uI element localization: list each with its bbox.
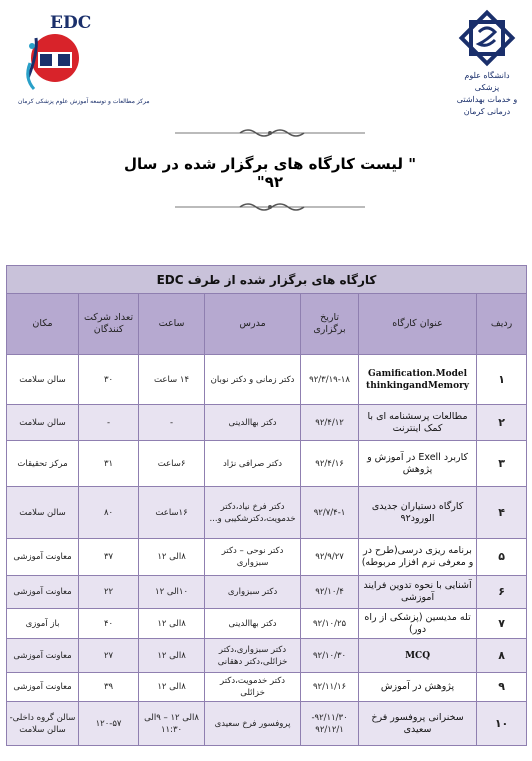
header-place: مکان <box>7 294 79 355</box>
workshop-participants: ۴۰ <box>79 609 139 639</box>
workshop-hours: ۱۰الی ۱۲ <box>139 576 205 609</box>
workshop-teacher: دکتر سبزواری <box>205 576 301 609</box>
table-row <box>7 609 527 639</box>
workshop-teacher: دکتر خدمویت،دکتر خزائلی <box>205 673 301 702</box>
header-hours: ساعت <box>139 294 205 355</box>
workshop-title: مطالعات پرسشنامه ای با کمک اینترنت <box>359 405 477 441</box>
workshop-hours: ۸الی ۱۲ <box>139 639 205 673</box>
workshop-title: برنامه ریزی درسی(طرح در و معرفی نرم افزار مربوطه) <box>359 539 477 576</box>
table-row <box>7 355 527 405</box>
university-name-line2: و خدمات بهداشتی درمانی کرمان <box>456 95 518 116</box>
row-number: ۶ <box>477 576 527 609</box>
university-logo <box>452 6 522 146</box>
workshop-participants: - <box>79 405 139 441</box>
workshop-hours: ۱۶ساعت <box>139 487 205 539</box>
row-number: ۷ <box>477 609 527 639</box>
workshop-participants: ۱۲۰-۵۷ <box>79 702 139 746</box>
header-date: تاریخ برگزاری <box>301 294 359 355</box>
row-number: ۱۰ <box>477 702 527 746</box>
workshop-date: ۹۲/۴/۱۲ <box>301 405 359 441</box>
workshop-hours: ۸الی ۱۲ <box>139 609 205 639</box>
header-participants: تعداد شرکت کنندگان <box>79 294 139 355</box>
header-row-number: ردیف <box>477 294 527 355</box>
workshop-title: آشنایی با نحوه تدوین فرایند آموزشی <box>359 576 477 609</box>
workshop-date: ۹۲/۴/۱۶ <box>301 441 359 487</box>
row-number: ۴ <box>477 487 527 539</box>
workshop-participants: ۲۲ <box>79 576 139 609</box>
row-number: ۳ <box>477 441 527 487</box>
workshop-hours: ۶ساعت <box>139 441 205 487</box>
workshop-place: معاونت آموزشی <box>7 639 79 673</box>
workshop-title: پژوهش در آموزش <box>359 673 477 702</box>
workshop-date: ۹۲/۱۰/۴ <box>301 576 359 609</box>
header-teacher: مدرس <box>205 294 301 355</box>
workshop-place: معاونت آموزشی <box>7 539 79 576</box>
workshop-teacher: دکتر بهاالدینی <box>205 609 301 639</box>
workshops-table <box>6 265 526 746</box>
knot-emblem-icon <box>455 6 519 70</box>
ornament-divider-bottom <box>170 200 370 214</box>
workshop-place: سالن گروه داخلی-سالن سلامت <box>7 702 79 746</box>
workshop-teacher: دکتر نوحی – دکتر سبزواری <box>205 539 301 576</box>
workshop-place: سالن سلامت <box>7 355 79 405</box>
workshop-date: ۹۲/۷/۴-۱ <box>301 487 359 539</box>
workshop-date: ۹۲/۱۱/۱۶ <box>301 673 359 702</box>
table-row <box>7 487 527 539</box>
workshop-place: باز آموزی <box>7 609 79 639</box>
workshop-hours: ۸الی ۱۲ – ۹الی ۱۱:۳۰ <box>139 702 205 746</box>
table-row <box>7 673 527 702</box>
workshop-title: کارگاه دستیاران جدیدی الورود۹۲ <box>359 487 477 539</box>
table-caption: کارگاه های برگزار شده از طرف EDC <box>7 266 527 294</box>
table-row <box>7 539 527 576</box>
table-row <box>7 702 527 746</box>
workshop-date: ۹۲/۱۱/۳۰- ۹۲/۱۲/۱ <box>301 702 359 746</box>
workshop-hours: ۸الی ۱۲ <box>139 673 205 702</box>
table-row <box>7 576 527 609</box>
workshop-place: سالن سلامت <box>7 405 79 441</box>
workshop-participants: ۸۰ <box>79 487 139 539</box>
workshop-title: Gamification.Model thinkingandMemory <box>359 355 477 405</box>
workshop-title: سخنرانی پروفسور فرخ سعیدی <box>359 702 477 746</box>
workshop-participants: ۳۱ <box>79 441 139 487</box>
workshop-teacher: دکتر صرافی نژاد <box>205 441 301 487</box>
table-row <box>7 441 527 487</box>
workshop-place: معاونت آموزشی <box>7 576 79 609</box>
workshop-title: تله مدیسین (پزشکی از راه دور) <box>359 609 477 639</box>
workshop-date: ۹۲/۱۰/۳۰ <box>301 639 359 673</box>
workshop-teacher: دکتر بهاالدینی <box>205 405 301 441</box>
table-row <box>7 405 527 441</box>
workshop-teacher: دکتر فرخ نیاد،دکتر خدمویت،دکترشکیبی و... <box>205 487 301 539</box>
workshop-participants: ۲۷ <box>79 639 139 673</box>
workshop-participants: ۳۷ <box>79 539 139 576</box>
edc-logo-caption: مرکز مطالعات و توسعه آموزش علوم پزشکی کرمان <box>18 98 150 105</box>
ornament-divider-top <box>170 126 370 140</box>
university-name-line1: دانشگاه علوم پزشکی <box>464 71 510 92</box>
workshop-place: سالن سلامت <box>7 487 79 539</box>
page-title: " لیست کارگاه های برگزار شده در سال ۹۲" <box>123 155 417 191</box>
workshop-title: کاربرد Exell در آموزش و پژوهش <box>359 441 477 487</box>
workshop-date: ۹۲/۱۰/۲۵ <box>301 609 359 639</box>
row-number: ۵ <box>477 539 527 576</box>
workshop-teacher: دکتر سبزواری،دکتر خزائلی،دکتر دهقانی <box>205 639 301 673</box>
workshop-teacher: دکتر زمانی و دکتر نوبان <box>205 355 301 405</box>
workshop-date: ۹۲/۹/۲۷ <box>301 539 359 576</box>
workshop-hours: - <box>139 405 205 441</box>
workshop-place: معاونت آموزشی <box>7 673 79 702</box>
workshop-hours: ۸الی ۱۲ <box>139 539 205 576</box>
edc-logo <box>10 8 150 113</box>
table-row <box>7 639 527 673</box>
row-number: ۹ <box>477 673 527 702</box>
workshop-place: مرکز تحقیقات <box>7 441 79 487</box>
svg-text:EDC: EDC <box>50 13 92 33</box>
workshop-participants: ۳۹ <box>79 673 139 702</box>
workshop-teacher: پروفسور فرخ سعیدی <box>205 702 301 746</box>
row-number: ۸ <box>477 639 527 673</box>
row-number: ۱ <box>477 355 527 405</box>
header-title: عنوان کارگاه <box>359 294 477 355</box>
workshop-hours: ۱۴ ساعت <box>139 355 205 405</box>
workshop-participants: ۳۰ <box>79 355 139 405</box>
workshop-date: ۹۲/۳/۱۹-۱۸ <box>301 355 359 405</box>
row-number: ۲ <box>477 405 527 441</box>
workshop-title: MCQ <box>359 639 477 673</box>
